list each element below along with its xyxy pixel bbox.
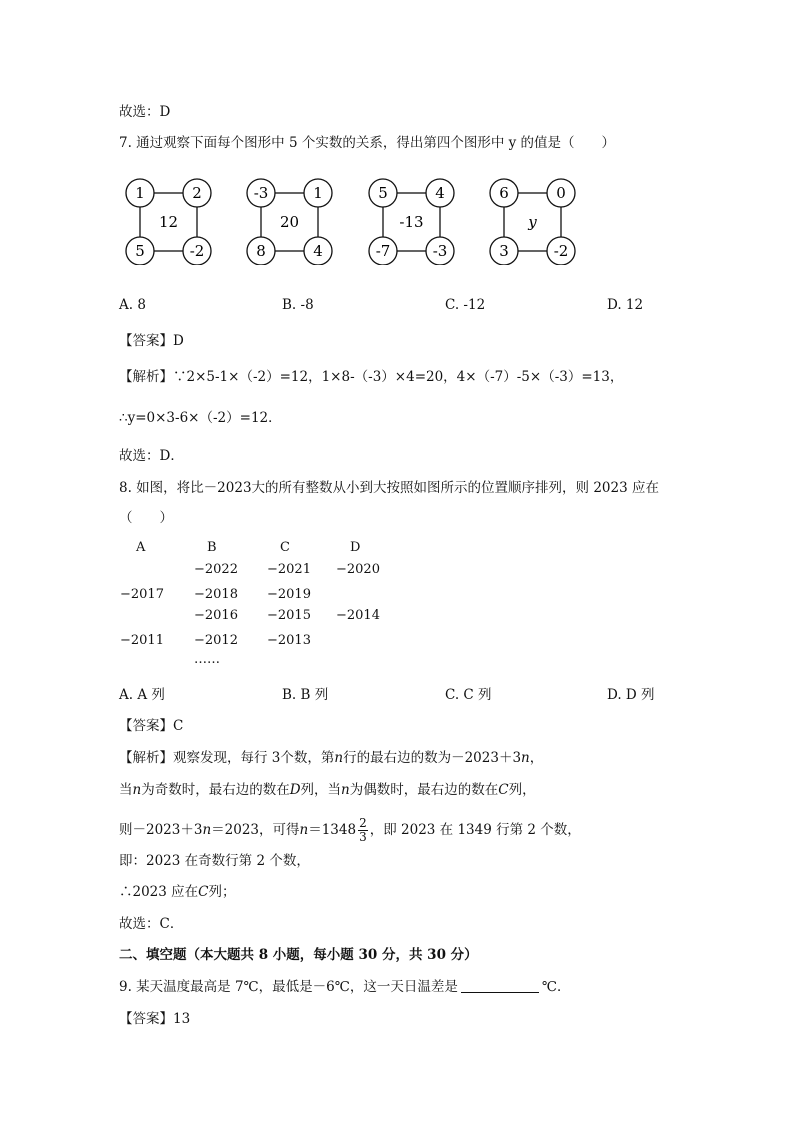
question-8: 8. 如图，将比－2023大的所有整数从小到大按照如图所示的位置顺序排列，则 2023 应在 bbox=[119, 480, 659, 496]
table-cell: −2022 bbox=[194, 562, 238, 577]
table-header-d: D bbox=[350, 540, 361, 555]
corner-value: 1 bbox=[135, 184, 145, 202]
text-segment: 列； bbox=[208, 884, 236, 900]
table-cell: −2021 bbox=[267, 562, 311, 577]
var-c: C bbox=[498, 782, 509, 798]
fraction-denominator: 3 bbox=[359, 830, 367, 844]
answer-choice-6: 故选：D bbox=[119, 104, 171, 120]
table-cell: −2017 bbox=[120, 587, 164, 602]
corner-value: -2 bbox=[553, 242, 569, 260]
text-segment: 9. 某天温度最高是 7℃，最低是－6℃，这一天日温差是 bbox=[119, 979, 458, 995]
text-segment: 列，当 bbox=[300, 782, 342, 798]
table-cell: −2018 bbox=[194, 587, 238, 602]
q8-analysis-line-5 bbox=[119, 883, 236, 901]
corner-value: 4 bbox=[435, 184, 445, 202]
center-value: 12 bbox=[158, 213, 179, 231]
text-segment: ，即 2023 在 1349 行第 2 个数， bbox=[369, 822, 581, 838]
q9-answer: 【答案】13 bbox=[119, 1011, 191, 1027]
q8-choose: 故选：C． bbox=[119, 916, 184, 932]
corner-value: 8 bbox=[256, 242, 266, 260]
var-d: D bbox=[289, 782, 301, 798]
text-segment: 列， bbox=[508, 782, 536, 798]
table-cell: −2016 bbox=[194, 608, 238, 623]
table-header-b: B bbox=[207, 540, 217, 555]
text-segment: 为偶数时，最右边的数在 bbox=[349, 782, 499, 798]
table-cell: −2012 bbox=[194, 633, 238, 648]
figure-1 bbox=[126, 179, 211, 265]
var-n: n bbox=[334, 750, 344, 766]
q8-analysis-line-1 bbox=[119, 749, 543, 767]
corner-value: 5 bbox=[378, 184, 388, 202]
var-c: C bbox=[198, 884, 209, 900]
fraction bbox=[358, 817, 368, 844]
corner-value: -3 bbox=[253, 184, 269, 202]
q8-analysis-line-4: 即：2023 在奇数行第 2 个数， bbox=[119, 853, 310, 869]
text-segment: 为奇数时，最右边的数在 bbox=[141, 782, 290, 798]
corner-value: 1 bbox=[313, 184, 323, 202]
q8-answer: 【答案】C bbox=[119, 718, 184, 734]
table-ellipsis: …… bbox=[194, 652, 220, 667]
figure-3 bbox=[369, 179, 454, 265]
text-segment: ∴2023 应在 bbox=[119, 884, 199, 900]
question-7: 7. 通过观察下面每个图形中 5 个实数的关系，得出第四个图形中 y 的值是（ ） bbox=[119, 135, 616, 151]
center-value: y bbox=[528, 213, 537, 231]
text-segment: 则－2023＋3 bbox=[119, 822, 203, 838]
table-cell: −2019 bbox=[267, 587, 311, 602]
var-n: n bbox=[299, 822, 309, 838]
table-header-a: A bbox=[136, 540, 146, 555]
corner-value: 5 bbox=[135, 242, 145, 260]
text-segment: 当 bbox=[119, 782, 133, 798]
q7-analysis-line-1: 【解析】∵2×5-1×（-2）=12，1×8-（-3）×4=20，4×（-7）-5×（-3）=13， bbox=[119, 369, 624, 385]
var-n: n bbox=[132, 782, 142, 798]
corner-value: 4 bbox=[313, 242, 323, 260]
corner-value: -2 bbox=[189, 242, 205, 260]
text-segment: 【解析】观察发现，每行 3个数，第 bbox=[119, 750, 335, 766]
question-9 bbox=[119, 978, 570, 996]
table-cell: −2011 bbox=[120, 633, 164, 648]
corner-value: 2 bbox=[192, 184, 202, 202]
corner-value: -7 bbox=[375, 242, 391, 260]
figure-2 bbox=[247, 179, 332, 265]
table-header-c: C bbox=[280, 540, 290, 555]
corner-value: 6 bbox=[499, 184, 509, 202]
table-cell: −2015 bbox=[267, 608, 311, 623]
text-segment: ， bbox=[529, 750, 544, 766]
q8-analysis-line-2 bbox=[119, 781, 536, 799]
q7-option-d: D. 12 bbox=[607, 297, 644, 313]
corner-value: -3 bbox=[432, 242, 448, 260]
var-n: n bbox=[521, 750, 530, 766]
table-cell: −2013 bbox=[267, 633, 311, 648]
text-segment: ℃． bbox=[541, 979, 571, 995]
section-2-heading: 二、填空题（本大题共 8 小题，每小题 30 分，共 30 分） bbox=[119, 947, 478, 963]
center-value: -13 bbox=[399, 213, 424, 231]
q8-analysis-line-3 bbox=[119, 815, 581, 845]
text-segment: ＝2023，可得 bbox=[211, 822, 300, 838]
q7-option-a: A. 8 bbox=[119, 297, 146, 313]
table-cell: −2020 bbox=[336, 562, 380, 577]
q7-option-b: B. -8 bbox=[282, 297, 314, 313]
q7-figures bbox=[0, 175, 794, 265]
var-n: n bbox=[341, 782, 350, 798]
q8-option-b: B. B 列 bbox=[282, 687, 329, 703]
figure-4 bbox=[490, 179, 575, 265]
text-segment: ＝1348 bbox=[308, 822, 357, 838]
fraction-numerator: 2 bbox=[359, 816, 367, 830]
answer-blank bbox=[461, 978, 539, 993]
corner-value: 3 bbox=[499, 242, 509, 260]
q7-option-c: C. -12 bbox=[445, 297, 486, 313]
var-n: n bbox=[202, 822, 212, 838]
table-cell: −2014 bbox=[336, 608, 380, 623]
q8-option-c: C. C 列 bbox=[445, 687, 492, 703]
q7-analysis-line-2: ∴y=0×3-6×（-2）=12． bbox=[119, 410, 282, 426]
q7-answer: 【答案】D bbox=[119, 333, 184, 349]
q8-option-d: D. D 列 bbox=[607, 687, 655, 703]
corner-value: 0 bbox=[556, 184, 566, 202]
center-value: 20 bbox=[279, 213, 300, 231]
question-8-paren: （ ） bbox=[119, 510, 173, 526]
q8-option-a: A. A 列 bbox=[119, 687, 165, 703]
q7-choose: 故选：D． bbox=[119, 448, 184, 464]
text-segment: 行的最右边的数为－2023＋3 bbox=[343, 750, 522, 766]
